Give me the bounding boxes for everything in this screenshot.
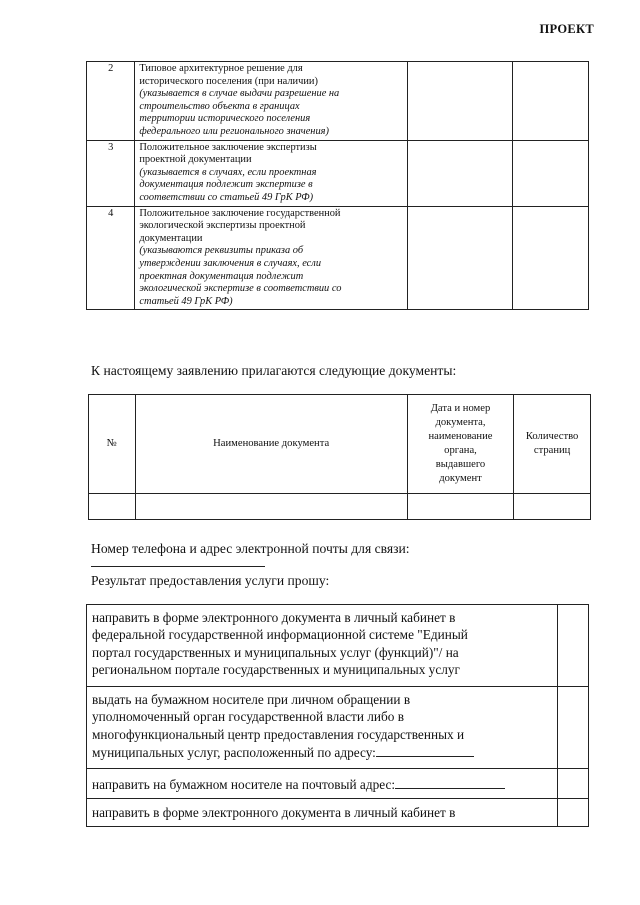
postal-address-field[interactable] bbox=[395, 775, 505, 789]
table-row bbox=[89, 494, 591, 520]
row-description bbox=[135, 206, 408, 310]
option-electronic-portal: направить в форме электронного документа в личный кабинет в федеральной государственной информационной системе "Единый портал государственных и муниципальных услуг (функций)"/ на региональном портале государственных и муниципальных услуг bbox=[87, 605, 558, 687]
cell-document-name[interactable] bbox=[135, 494, 407, 520]
table-header-row bbox=[89, 395, 591, 494]
contact-label: Номер телефона и адрес электронной почты для связи: bbox=[91, 541, 410, 556]
option-checkbox[interactable] bbox=[558, 799, 589, 827]
result-options-table bbox=[86, 604, 589, 827]
table-row bbox=[87, 605, 589, 687]
header-date-number: Дата и номер документа, наименование органа, выдавшего документ bbox=[407, 395, 513, 494]
header-document-name: Наименование документа bbox=[135, 395, 407, 494]
address-field[interactable] bbox=[376, 743, 474, 757]
row-extra-cell[interactable] bbox=[513, 206, 589, 310]
cell-page-count[interactable] bbox=[514, 494, 591, 520]
table-row bbox=[87, 799, 589, 827]
attachments-table bbox=[88, 394, 591, 520]
row-details-cell[interactable] bbox=[408, 62, 513, 141]
row-note: (указываются реквизиты приказа об утверждении заключения в случаях, если проектная документация подлежит экологической экспертизе в соответствии со статьей 49 ГрК РФ) bbox=[139, 245, 342, 307]
table-row bbox=[87, 140, 589, 206]
table-row bbox=[87, 62, 589, 141]
header-page-count: Количество страниц bbox=[514, 395, 591, 494]
option-paper-mail: направить на бумажном носителе на почтовый адрес: bbox=[87, 769, 558, 799]
table-row bbox=[87, 206, 589, 310]
row-number: 4 bbox=[87, 206, 135, 310]
draft-mark: ПРОЕКТ bbox=[539, 22, 594, 36]
table-row bbox=[87, 769, 589, 799]
row-title: Положительное заключение экспертизы проектной документации bbox=[139, 141, 317, 166]
contact-field[interactable] bbox=[91, 566, 265, 567]
row-number: 2 bbox=[87, 62, 135, 141]
row-description bbox=[135, 140, 408, 206]
row-extra-cell[interactable] bbox=[513, 140, 589, 206]
row-details-cell[interactable] bbox=[408, 140, 513, 206]
row-title: Положительное заключение государственной экологической экспертизы проектной документации bbox=[139, 207, 341, 244]
row-details-cell[interactable] bbox=[408, 206, 513, 310]
option-checkbox[interactable] bbox=[558, 687, 589, 769]
attachments-intro: К настоящему заявлению прилагаются следующие документы: bbox=[91, 363, 457, 378]
row-extra-cell[interactable] bbox=[513, 62, 589, 141]
option-checkbox[interactable] bbox=[558, 769, 589, 799]
row-description bbox=[135, 62, 408, 141]
row-number: 3 bbox=[87, 140, 135, 206]
documents-info-table bbox=[86, 61, 589, 310]
header-number: № bbox=[89, 395, 136, 494]
cell-number[interactable] bbox=[89, 494, 136, 520]
row-note: (указывается в случаях, если проектная документация подлежит экспертизе в соответствии со статьей 49 ГрК РФ) bbox=[139, 166, 317, 203]
row-note: (указывается в случае выдачи разрешение на строительство объекта в границах территории исторического поселения федерального или регионального значения) bbox=[139, 88, 340, 137]
option-paper-in-person: выдать на бумажном носителе при личном обращении в уполномоченный орган государственной власти либо в многофункциональный центр предоставления государственных и муниципальных услуг, расположенный по адресу: bbox=[87, 687, 558, 769]
option-checkbox[interactable] bbox=[558, 605, 589, 687]
table-row bbox=[87, 687, 589, 769]
cell-date-number[interactable] bbox=[407, 494, 513, 520]
option-electronic-cabinet: направить в форме электронного документа в личный кабинет в bbox=[87, 799, 558, 827]
row-title: Типовое архитектурное решение для исторического поселения (при наличии) bbox=[139, 63, 318, 87]
result-label: Результат предоставления услуги прошу: bbox=[91, 573, 330, 588]
